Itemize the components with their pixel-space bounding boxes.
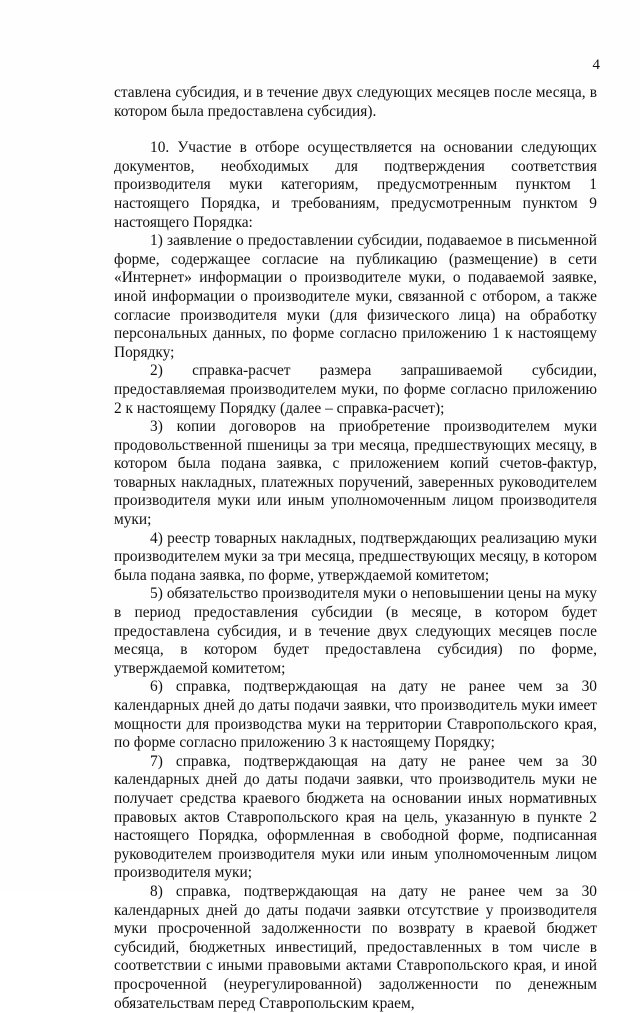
continuation-paragraph: ставлена субсидия, и в течение двух следующих месяцев после месяца, в котором была предоставлена субсидия). — [114, 84, 597, 120]
list-item: 8) справка, подтверждающая на дату не ранее чем за 30 календарных дней до даты подачи заявки отсутствие у производителя муки просроченной задолженности по возврату в краевой бюджет субсидий, бюджетных инвестиций, предоставленных в том числе в соответствии с иными правовыми актами Ставропольского края, и иной просроченной (неурегулированной) задолженности по денежным обязательствам перед Ставропольским краем, — [114, 882, 597, 1012]
section-10-intro: 10. Участие в отборе осуществляется на основании следующих документов, необходимых для подтверждения соответствия производителя муки категориям, предусмотренным пунктом 1 настоящего Порядка, и требованиям, предусмотренным пунктом 9 настоящего Порядка: — [114, 139, 597, 231]
document-body — [114, 84, 597, 1013]
list-item: 7) справка, подтверждающая на дату не ранее чем за 30 календарных дней до даты подачи заявки, что производитель муки не получает средства краевого бюджета на основании иных нормативных правовых актов Ставропольского края на цель, указанную в пункте 2 настоящего Порядка, оформленная в свободной форме, подписанная руководителем производителя муки или иным уполномоченным лицом производителя муки; — [114, 752, 597, 882]
list-item: 3) копии договоров на приобретение производителем муки продовольственной пшеницы за три месяца, предшествующих месяцу, в котором была подана заявка, с приложением копий счетов-фактур, товарных накладных, платежных поручений, заверенных руководителем производителя муки или иным уполномоченным лицом производителя муки; — [114, 418, 597, 529]
list-item: 5) обязательство производителя муки о неповышении цены на муку в период предоставления субсидии (в месяце, в котором будет предоставлена субсидия, и в течение двух следующих месяцев после месяца, в котором будет предоставлена субсидия) по форме, утверждаемой комитетом; — [114, 585, 597, 677]
page-number: 4 — [592, 57, 600, 73]
list-item: 1) заявление о предоставлении субсидии, подаваемое в письменной форме, содержащее согласие на публикацию (размещение) в сети «Интернет» информации о производителе муки, о подаваемой заявке, иной информации о производителе муки, связанной с отбором, а также согласие производителя муки (для физического лица) на обработку персональных данных, по форме согласно приложению 1 к настоящему Порядку; — [114, 232, 597, 361]
list-item: 2) справка-расчет размера запрашиваемой субсидии, предоставляемая производителем муки, по форме согласно приложению 2 к настоящему Порядку (далее – справка-расчет); — [114, 362, 597, 417]
list-item: 6) справка, подтверждающая на дату не ранее чем за 30 календарных дней до даты подачи заявки, что производитель муки имеет мощности для производства муки на территории Ставропольского края, по форме согласно приложению 3 к настоящему Порядку; — [114, 678, 597, 752]
list-item: 4) реестр товарных накладных, подтверждающих реализацию муки производителем муки за три месяца, предшествующих месяцу, в котором была подана заявка, по форме, утверждаемой комитетом; — [114, 529, 597, 584]
